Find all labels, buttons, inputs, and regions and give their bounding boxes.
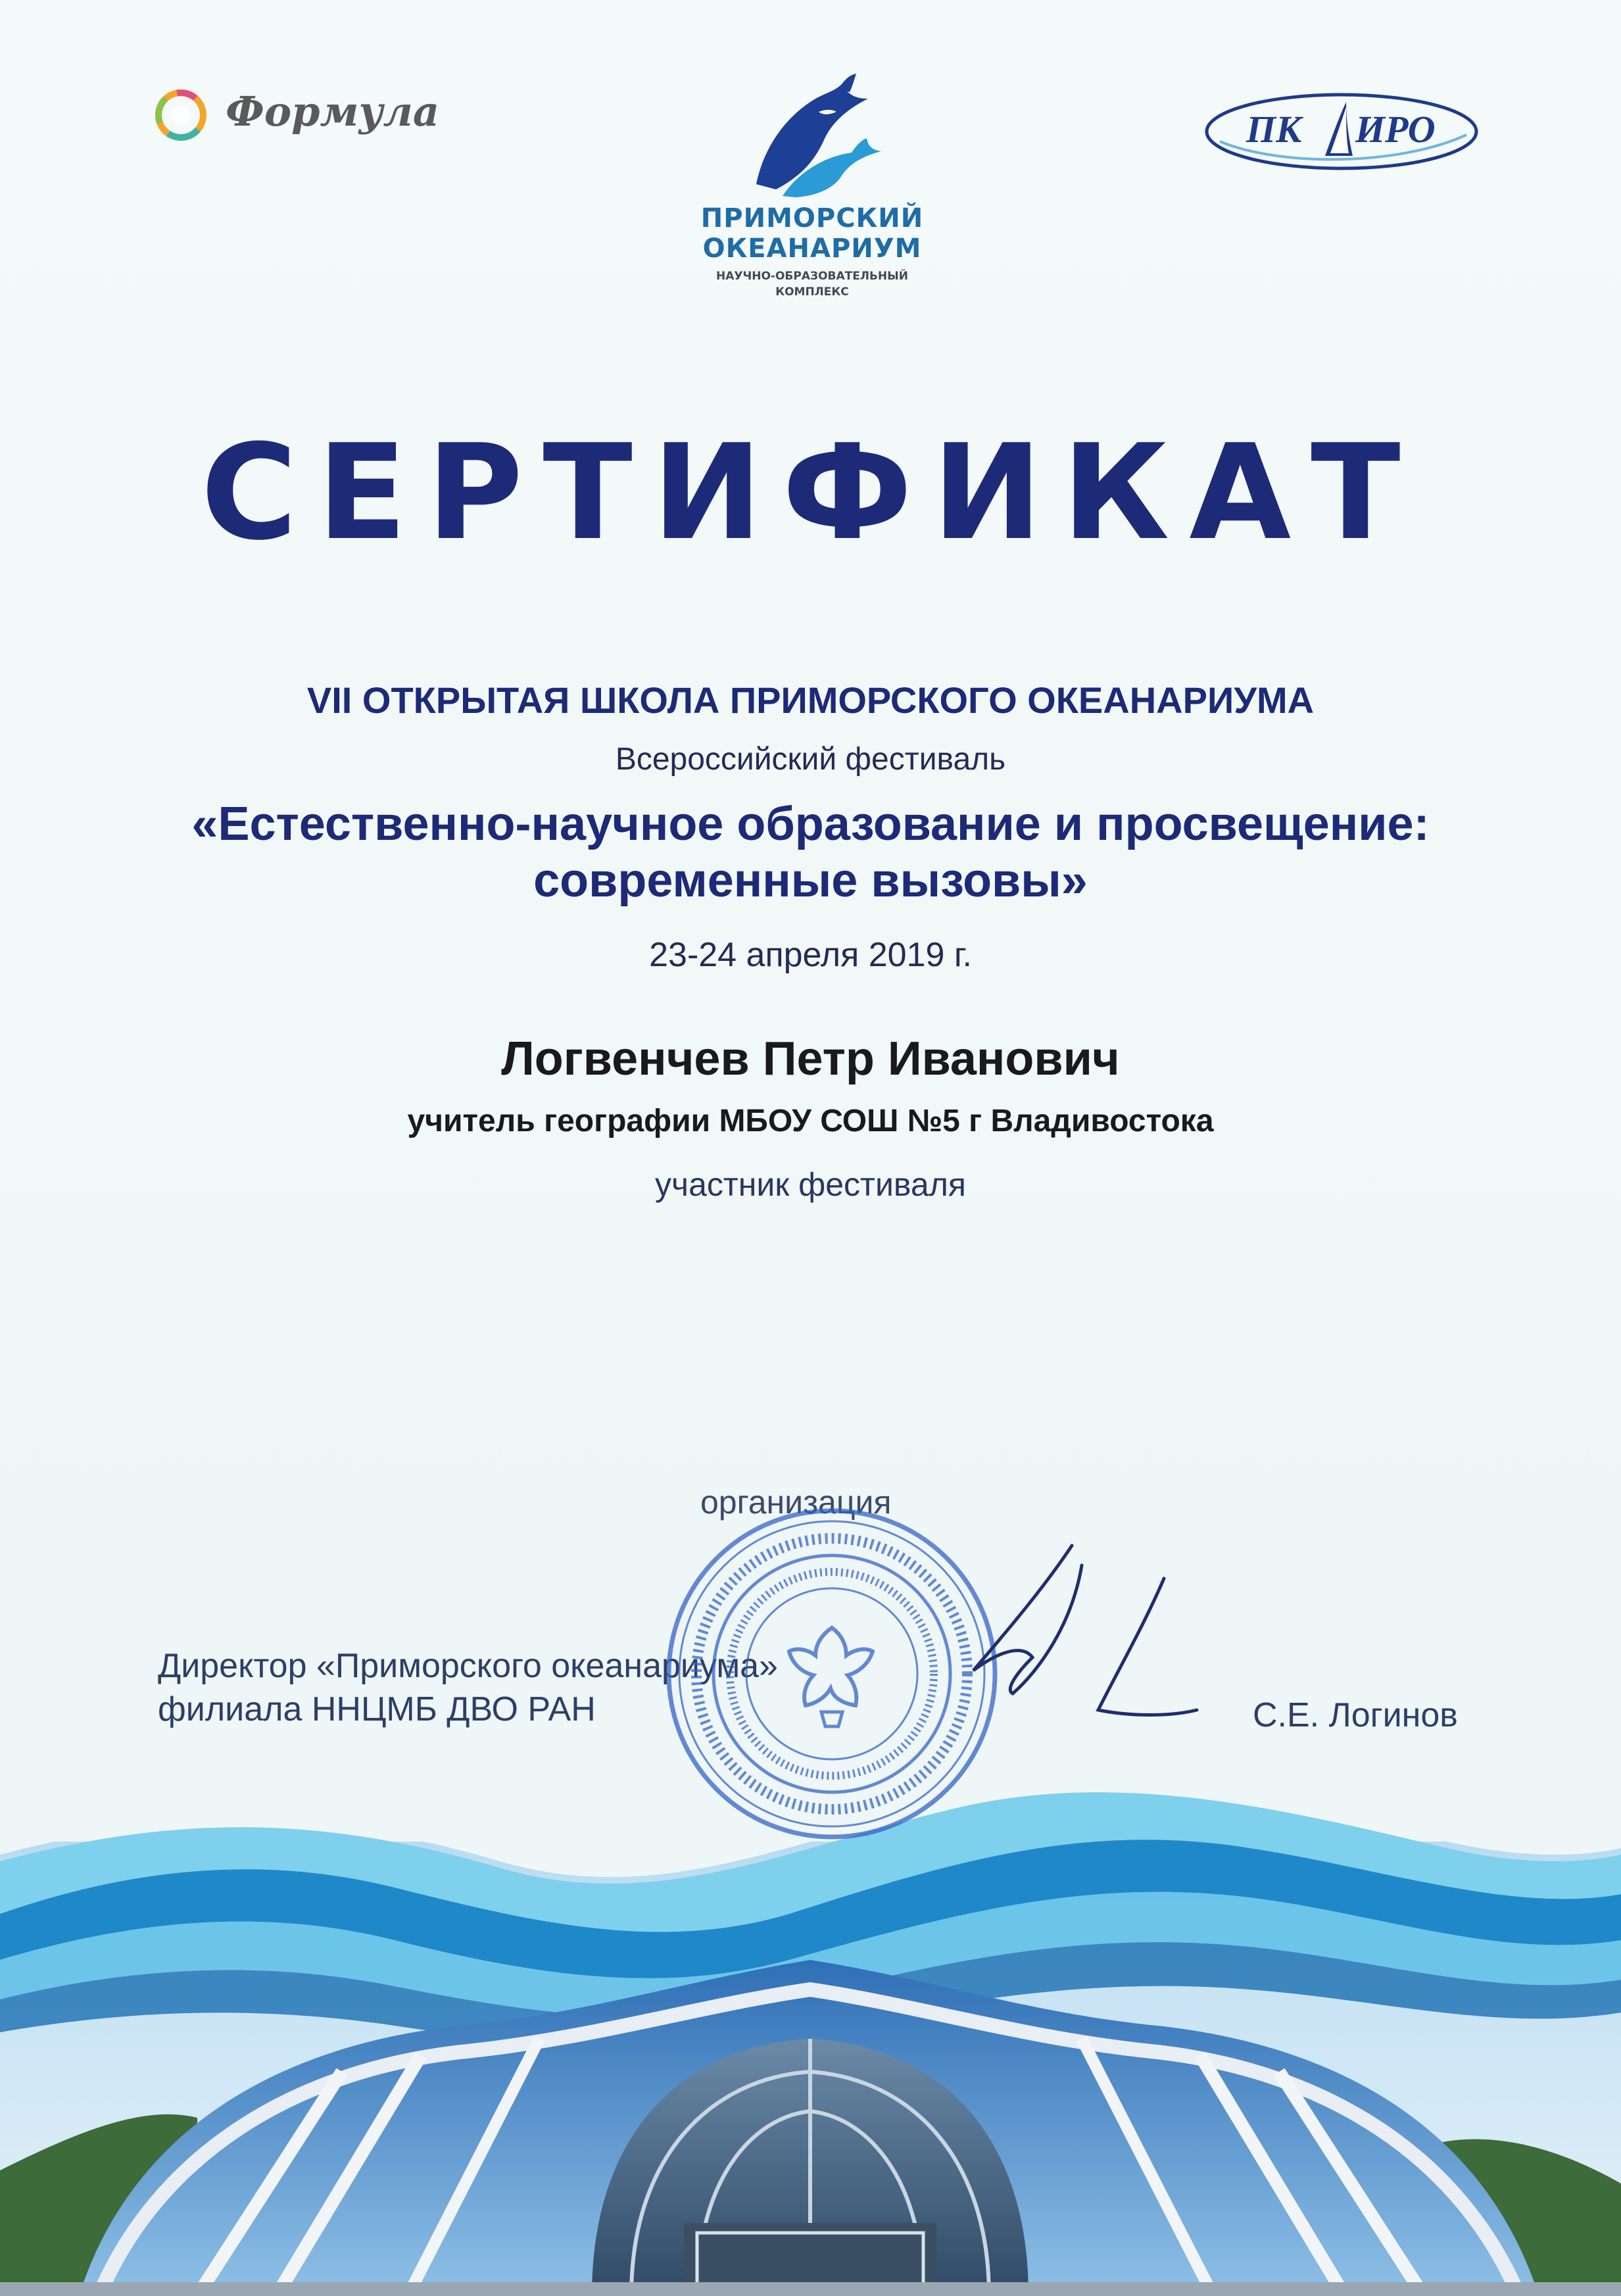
oceanarium-name-line1: ПРИМОРСКИЙ [700,203,924,233]
festival-name-line1: «Естественно-научное образование и просвещение: [191,798,1430,850]
festival-label: Всероссийский фестиваль [615,742,1006,777]
recipient-role: участник фестиваля [655,1166,966,1203]
signer-name: С.Е. Логинов [1253,1696,1458,1734]
school-name: VII ОТКРЫТАЯ ШКОЛА ПРИМОРСКОГО ОКЕАНАРИУМА [306,679,1315,721]
festival-name-line2: современные вызовы» [533,854,1088,907]
oceanarium-logo [684,72,940,322]
director-signature [934,1526,1236,1743]
oceanarium-subtitle-line1: НАУЧНО-ОБРАЗОВАТЕЛЬНЫЙ [716,270,908,283]
formula-logo-icon [148,82,214,148]
pkiro-logo [1200,82,1483,181]
recipient-name: Логвенчев Петр Иванович [501,1033,1120,1085]
certificate-title: СЕРТИФИКАТ [201,416,1420,570]
oceanarium-name-line2: ОКЕАНАРИУМ [702,233,922,264]
pkiro-sail-icon [1320,99,1359,159]
organization-label: организация [700,1484,892,1521]
festival-name [0,796,1621,909]
festival-dates: 23-24 апреля 2019 г. [649,936,972,974]
orca-logo-icon [684,72,940,197]
formula-logo [148,82,440,155]
director-title-line2: филиала ННЦМБ ДВО РАН [158,1690,596,1728]
director-title-line1: Директор «Приморского океанариума» [158,1647,778,1685]
formula-logo-text: Формула [226,87,440,135]
pkiro-text-right: ИРО [1355,108,1436,151]
recipient-position: учитель географии МБОУ СОШ №5 г Владивостока [407,1104,1214,1138]
oceanarium-subtitle-line2: КОМПЛЕКС [775,285,849,299]
pkiro-text-left: ПК [1246,108,1302,151]
